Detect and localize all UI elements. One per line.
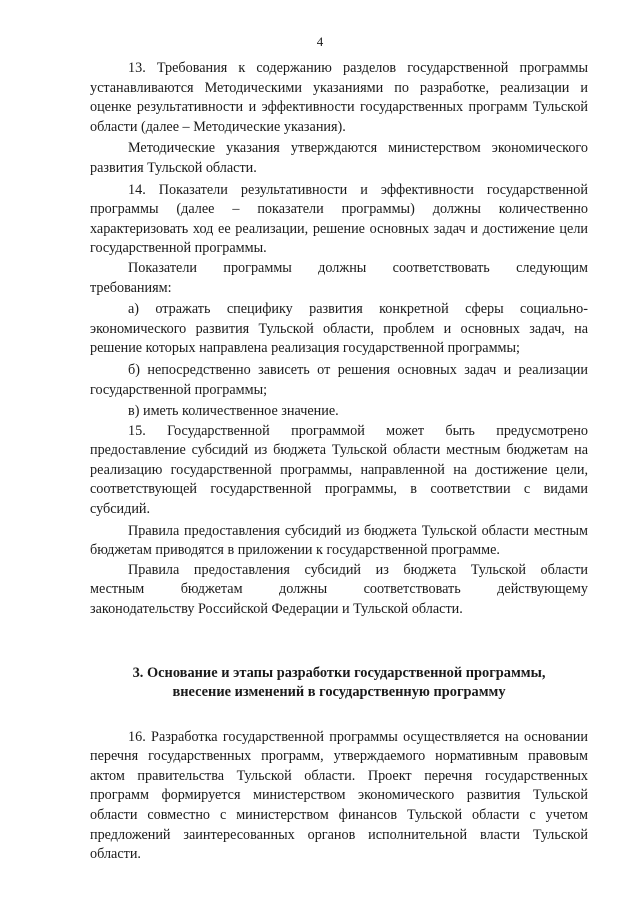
requirement-b: б) непосредственно зависеть от решения основных задач и реализации государственной программы;: [90, 361, 588, 398]
paragraph-15: 15. Государственной программой может быть предусмотрено предоставление субсидий из бюджета Тульской области местным бюджетам на реализацию государственной программы, направленной на достижение цели, соответствующей государственной программы, в соответствии с видами субсидий.: [90, 422, 588, 518]
paragraph-15-compliance-line2: местным бюджетам должны соответствовать действующему: [90, 581, 588, 598]
paragraph-14-requirements-intro: Показатели программы должны соответствовать следующим: [128, 259, 588, 276]
paragraph-13: 13. Требования к содержанию разделов государственной программы устанавливаются Методическими указаниями по разработке, реализации и оценке результативности и эффективности государственных программ Тульской области (далее – Методические указания).: [90, 60, 588, 135]
paragraph-14: 14. Показатели результативности и эффективности государственной программы (далее – показатели программы) должны количественно характеризовать ход ее реализации, решение основных задач и достижение цели государственной программы.: [90, 181, 588, 257]
requirement-c: в) иметь количественное значение.: [128, 403, 339, 420]
paragraph-13-methodical-approval: Методические указания утверждаются министерством экономического развития Тульской области.: [90, 140, 588, 176]
section-3-heading: [90, 664, 588, 702]
page-number: 4: [316, 34, 324, 49]
section-3-heading-line2: внесение изменений в государственную программу: [172, 683, 506, 700]
paragraph-16: 16. Разработка государственной программы осуществляется на основании перечня государственных программ, утверждаемого нормативным правовым актом правительства Тульской области. Проект перечня государственных программ формируется министерством экономического развития Тульской области совместно с министерством финансов Тульской области с учетом предложений заинтересованных органов исполнительной власти Тульской области.: [90, 728, 588, 863]
document-body: [90, 59, 588, 865]
section-3-heading-line1: 3. Основание и этапы разработки государственной программы,: [132, 664, 546, 681]
paragraph-15-compliance-line3: законодательству Российской Федерации и Тульской области.: [90, 601, 463, 618]
requirement-a: а) отражать специфику развития конкретной сферы социально-экономического развития Тульской области, проблем и основных задач, на решение которых направлена реализация государственной программы;: [90, 301, 588, 357]
paragraph-15-compliance-line1: Правила предоставления субсидий из бюджета Тульской области: [128, 561, 588, 578]
paragraph-15-subsidy-rules: Правила предоставления субсидий из бюджета Тульской области местным бюджетам приводятся в приложении к государственной программе.: [90, 522, 588, 559]
paragraph-14-requirements-label: требованиям:: [90, 279, 172, 296]
